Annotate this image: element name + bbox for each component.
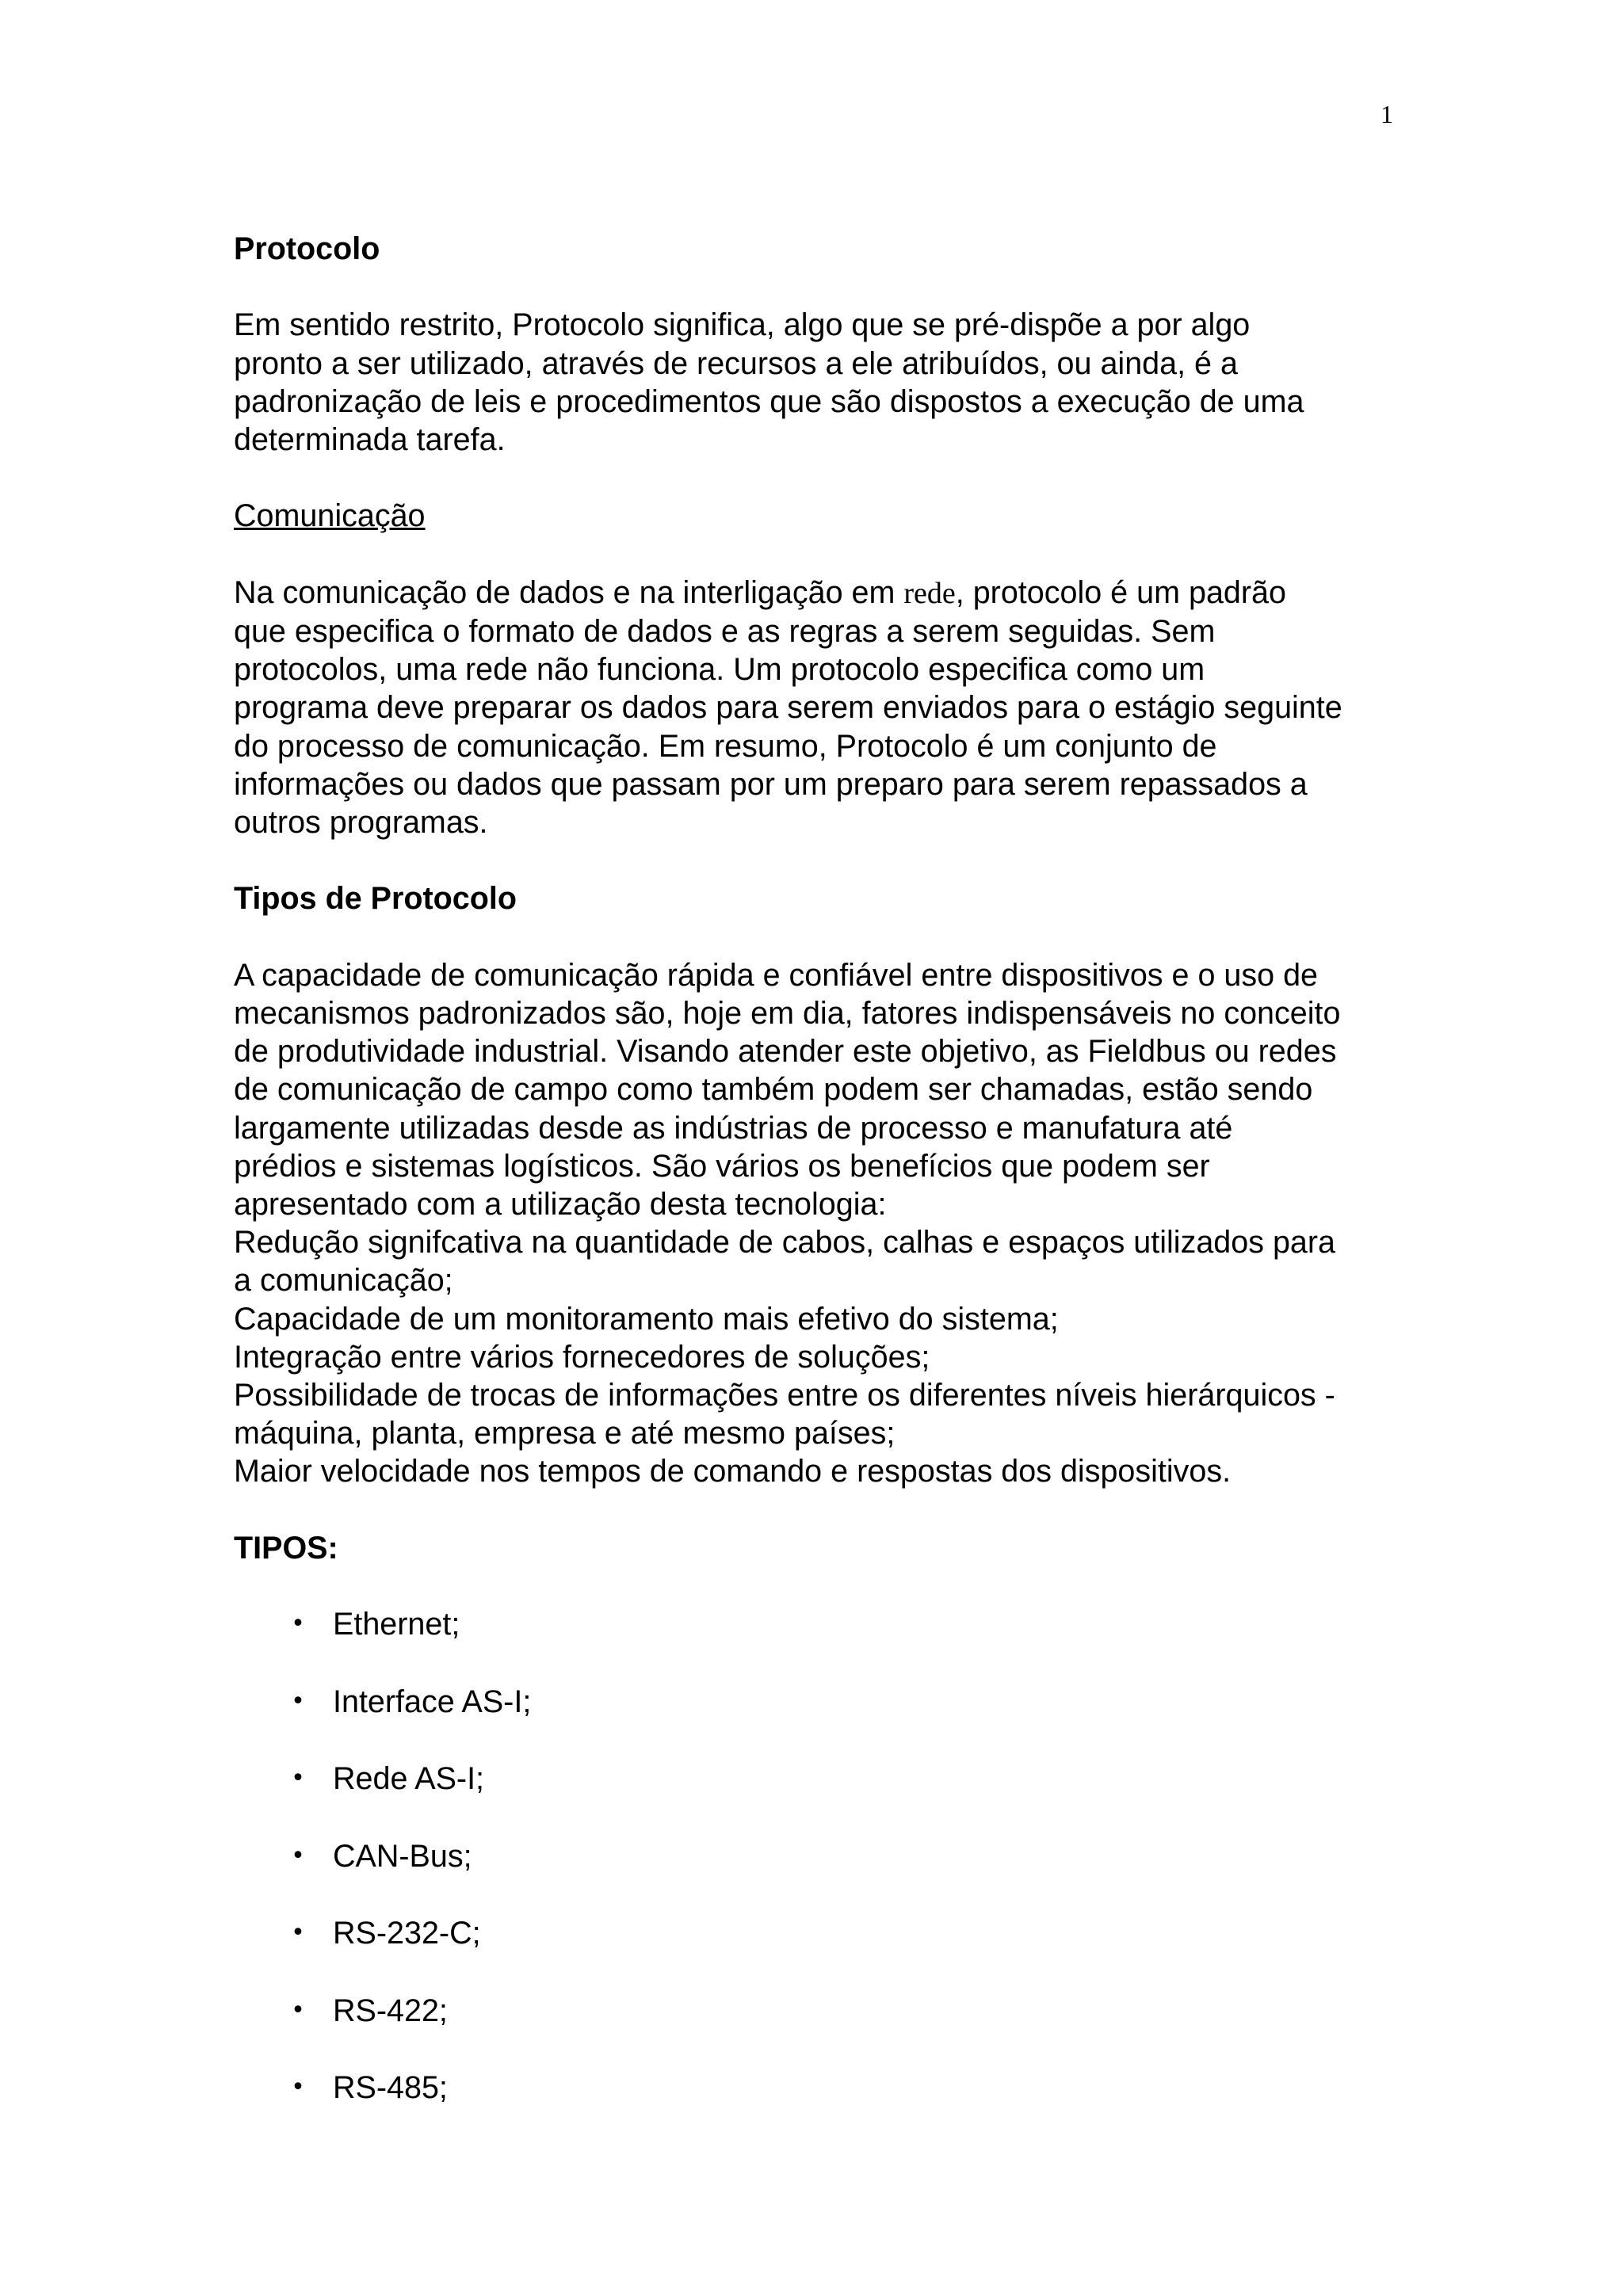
paragraph-line: informações ou dados que passam por um preparo para serem repassados a <box>234 766 1308 802</box>
bullet-icon: • <box>291 1996 305 2024</box>
page-number: 1 <box>1381 100 1393 128</box>
paragraph-line: a comunicação; <box>234 1263 453 1299</box>
paragraph-line: Redução signifcativa na quantidade de cabos, calhas e espaços utilizados para <box>234 1225 1336 1261</box>
line-text: Na comunicação de dados e na interligação em <box>234 574 904 610</box>
section-title-protocolo: Protocolo <box>234 231 380 266</box>
paragraph-line: do processo de comunicação. Em resumo, Protocolo é um conjunto de <box>234 728 1217 764</box>
paragraph-line: apresentado com a utilização desta tecnologia: <box>234 1187 887 1222</box>
list-item-label: Interface AS-I; <box>333 1684 532 1719</box>
list-item-label: RS-232-C; <box>333 1916 481 1951</box>
list-item-label: RS-422; <box>333 1993 448 2028</box>
list-item <box>234 1992 1423 2069</box>
spacer <box>234 536 1423 574</box>
spacer <box>234 1491 1423 1529</box>
bullet-icon: • <box>291 1764 305 1793</box>
paragraph-line: pronto a ser utilizado, através de recursos a ele atribuídos, ou ainda, é a <box>234 345 1238 381</box>
paragraph-line: máquina, planta, empresa e até mesmo países; <box>234 1416 896 1451</box>
paragraph-line: padronização de leis e procedimentos que são dispostos a execução de uma <box>234 383 1304 419</box>
spacer <box>234 841 1423 879</box>
paragraph-line: determinada tarefa. <box>234 422 506 457</box>
section-title-tipos-de-protocolo: Tipos de Protocolo <box>234 881 517 917</box>
bullet-icon: • <box>291 1841 305 1870</box>
section-title-tipos: TIPOS: <box>234 1530 338 1566</box>
paragraph-line: programa deve preparar os dados para serem enviados para o estágio seguinte <box>234 690 1342 726</box>
paragraph-line: prédios e sistemas logísticos. São vários os benefícios que podem ser <box>234 1148 1210 1184</box>
list-item <box>234 1683 1423 1760</box>
list-item <box>234 1914 1423 1992</box>
paragraph-line: Integração entre vários fornecedores de soluções; <box>234 1339 930 1375</box>
paragraph-line: mecanismos padronizados são, hoje em dia, fatores indispensáveis no conceito <box>234 995 1341 1031</box>
list-item-label: RS-485; <box>333 2070 448 2106</box>
document-body <box>234 230 1423 2146</box>
paragraph-line: A capacidade de comunicação rápida e confiável entre dispositivos e o uso de <box>234 957 1319 993</box>
bullet-icon: • <box>291 1687 305 1715</box>
spacer <box>234 268 1423 306</box>
paragraph-line: largamente utilizadas desde as indústrias de processo e manufatura até <box>234 1110 1233 1146</box>
paragraph-line: outros programas. <box>234 805 488 840</box>
spacer <box>234 459 1423 497</box>
spacer <box>234 918 1423 956</box>
paragraph-line: Possibilidade de trocas de informações entre os diferentes níveis hierárquicos - <box>234 1378 1335 1413</box>
subheading-comunicacao: Comunicação <box>234 498 426 534</box>
list-item <box>234 1605 1423 1683</box>
list-item-label: Ethernet; <box>333 1607 460 1642</box>
paragraph-line <box>234 574 1423 612</box>
paragraph-line: de produtividade industrial. Visando atender este objetivo, as Fieldbus ou redes <box>234 1034 1337 1070</box>
list-item-label: CAN-Bus; <box>333 1838 472 1874</box>
communication-paragraph <box>234 574 1423 841</box>
serif-word-rede: rede <box>903 576 956 610</box>
list-item <box>234 1837 1423 1915</box>
list-item <box>234 1760 1423 1837</box>
line-text: , protocolo é um padrão <box>955 574 1286 610</box>
spacer <box>234 1567 1423 1605</box>
bullet-icon: • <box>291 2073 305 2102</box>
protocol-types-list <box>234 1605 1423 2146</box>
paragraph-line: Capacidade de um monitoramento mais efetivo do sistema; <box>234 1301 1059 1337</box>
list-item-label: Rede AS-I; <box>333 1761 485 1797</box>
paragraph-line: Maior velocidade nos tempos de comando e respostas dos dispositivos. <box>234 1454 1232 1489</box>
paragraph-line: de comunicação de campo como também podem ser chamadas, estão sendo <box>234 1072 1313 1108</box>
intro-paragraph <box>234 306 1423 459</box>
paragraph-line: Em sentido restrito, Protocolo significa, algo que se pré-dispõe a por algo <box>234 307 1251 343</box>
types-paragraph <box>234 956 1423 1491</box>
bullet-icon: • <box>291 1919 305 1947</box>
bullet-icon: • <box>291 1610 305 1638</box>
paragraph-line: protocolos, uma rede não funciona. Um protocolo especifica como um <box>234 652 1205 688</box>
paragraph-line: que especifica o formato de dados e as regras a serem seguidas. Sem <box>234 613 1216 649</box>
list-item <box>234 2069 1423 2146</box>
